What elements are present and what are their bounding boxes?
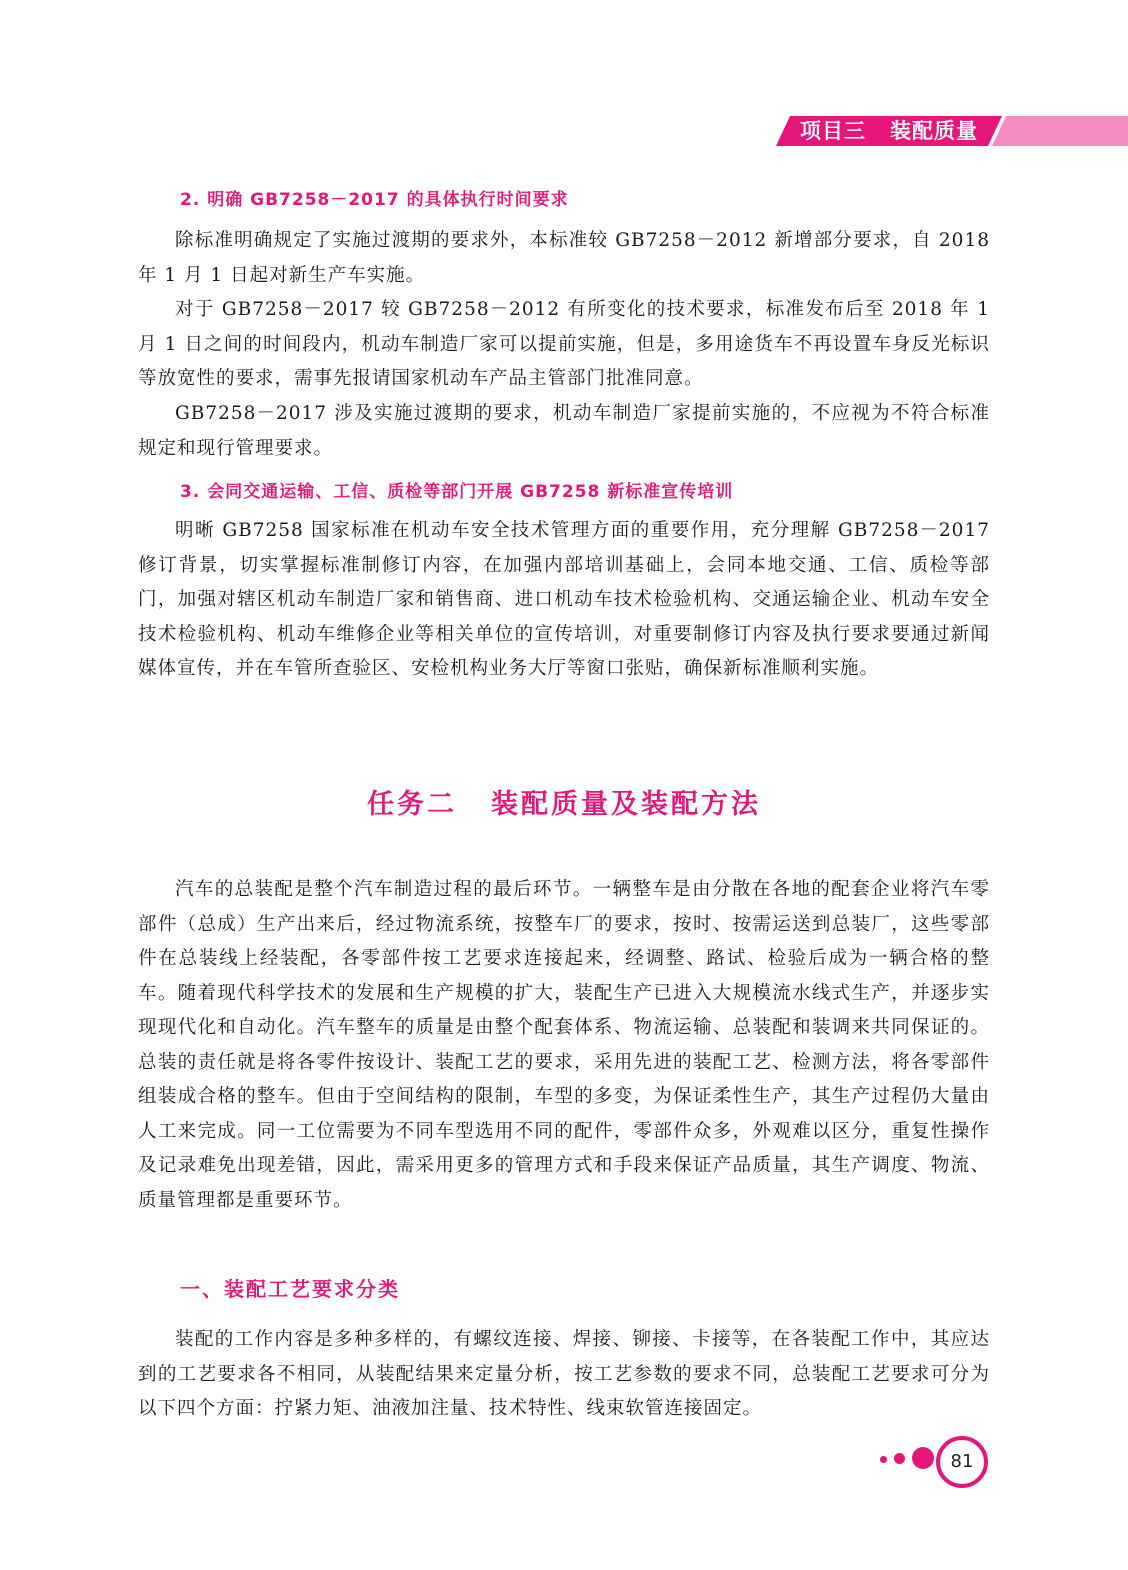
section-3-heading: 3. 会同交通运输、工信、质检等部门开展 GB7258 新标准宣传培训	[180, 482, 734, 502]
header-project: 项目三	[800, 119, 866, 143]
running-header	[800, 116, 978, 146]
footer-dot-large-icon	[912, 1447, 934, 1469]
section-2-heading: 2. 明确 GB7258－2017 的具体执行时间要求	[180, 190, 569, 210]
footer-dot-small-icon	[880, 1456, 887, 1463]
section-one-paragraph: 装配的工作内容是多种多样的，有螺纹连接、焊接、铆接、卡接等，在各装配工作中，其应达到的工艺要求各不相同，从装配结果来定量分析，按工艺参数的要求不同，总装配工艺要求可分为以下四个方面：拧紧力矩、油液加注量、技术特性、线束软管连接固定。	[138, 1329, 990, 1419]
page-footer	[874, 1436, 994, 1486]
section-one-heading: 一、装配工艺要求分类	[180, 1277, 400, 1301]
task-name: 装配质量及装配方法	[491, 789, 761, 820]
section-2-paragraph-3: GB7258－2017 涉及实施过渡期的要求，机动车制造厂家提前实施的，不应视为不符合标准规定和现行管理要求。	[138, 403, 990, 459]
header-title: 装配质量	[890, 119, 978, 143]
task-title	[0, 782, 1128, 821]
section-3-paragraph-1: 明晰 GB7258 国家标准在机动车安全技术管理方面的重要作用，充分理解 GB7258－2017 修订背景，切实掌握标准制修订内容，在加强内部培训基础上，会同本地交通、工信、质检等部门，加强对辖区机动车制造厂家和销售商、进口机动车技术检验机构、交通运输企业、机动车安全技术检验机构、机动车维修企业等相关单位的宣传培训，对重要制修订内容及执行要求要通过新闻媒体宣传，并在车管所查验区、安检机构业务大厅等窗口张贴，确保新标准顺利实施。	[138, 520, 990, 679]
section-2-paragraph-2: 对于 GB7258－2017 较 GB7258－2012 有所变化的技术要求，标准发布后至 2018 年 1 月 1 日之间的时间段内，机动车制造厂家可以提前实施，但是，多用途货车不再设置车身反光标识等放宽性的要求，需事先报请国家机动车产品主管部门批准同意。	[138, 299, 990, 389]
section-2-paragraph-1: 除标准明确规定了实施过渡期的要求外，本标准较 GB7258－2012 新增部分要求，自 2018 年 1 月 1 日起对新生产车实施。	[138, 230, 990, 286]
page-number: 81	[936, 1436, 988, 1488]
task-intro-paragraph: 汽车的总装配是整个汽车制造过程的最后环节。一辆整车是由分散在各地的配套企业将汽车零部件（总成）生产出来后，经过物流系统，按整车厂的要求，按时、按需运送到总装厂，这些零部件在总装线上经装配，各零部件按工艺要求连接起来，经调整、路试、检验后成为一辆合格的整车。随着现代科学技术的发展和生产规模的扩大，装配生产已进入大规模流水线式生产，并逐步实现现代化和自动化。汽车整车的质量是由整个配套体系、物流运输、总装配和装调来共同保证的。总装的责任就是将各零件按设计、装配工艺的要求，采用先进的装配工艺、检测方法，将各零部件组装成合格的整车。但由于空间结构的限制，车型的多变，为保证柔性生产，其生产过程仍大量由人工来完成。同一工位需要为不同车型选用不同的配件，零部件众多，外观难以区分，重复性操作及记录难免出现差错，因此，需采用更多的管理方式和手段来保证产品质量，其生产调度、物流、质量管理都是重要环节。	[138, 879, 990, 1211]
footer-dot-medium-icon	[894, 1453, 905, 1464]
task-label: 任务二	[367, 789, 457, 820]
